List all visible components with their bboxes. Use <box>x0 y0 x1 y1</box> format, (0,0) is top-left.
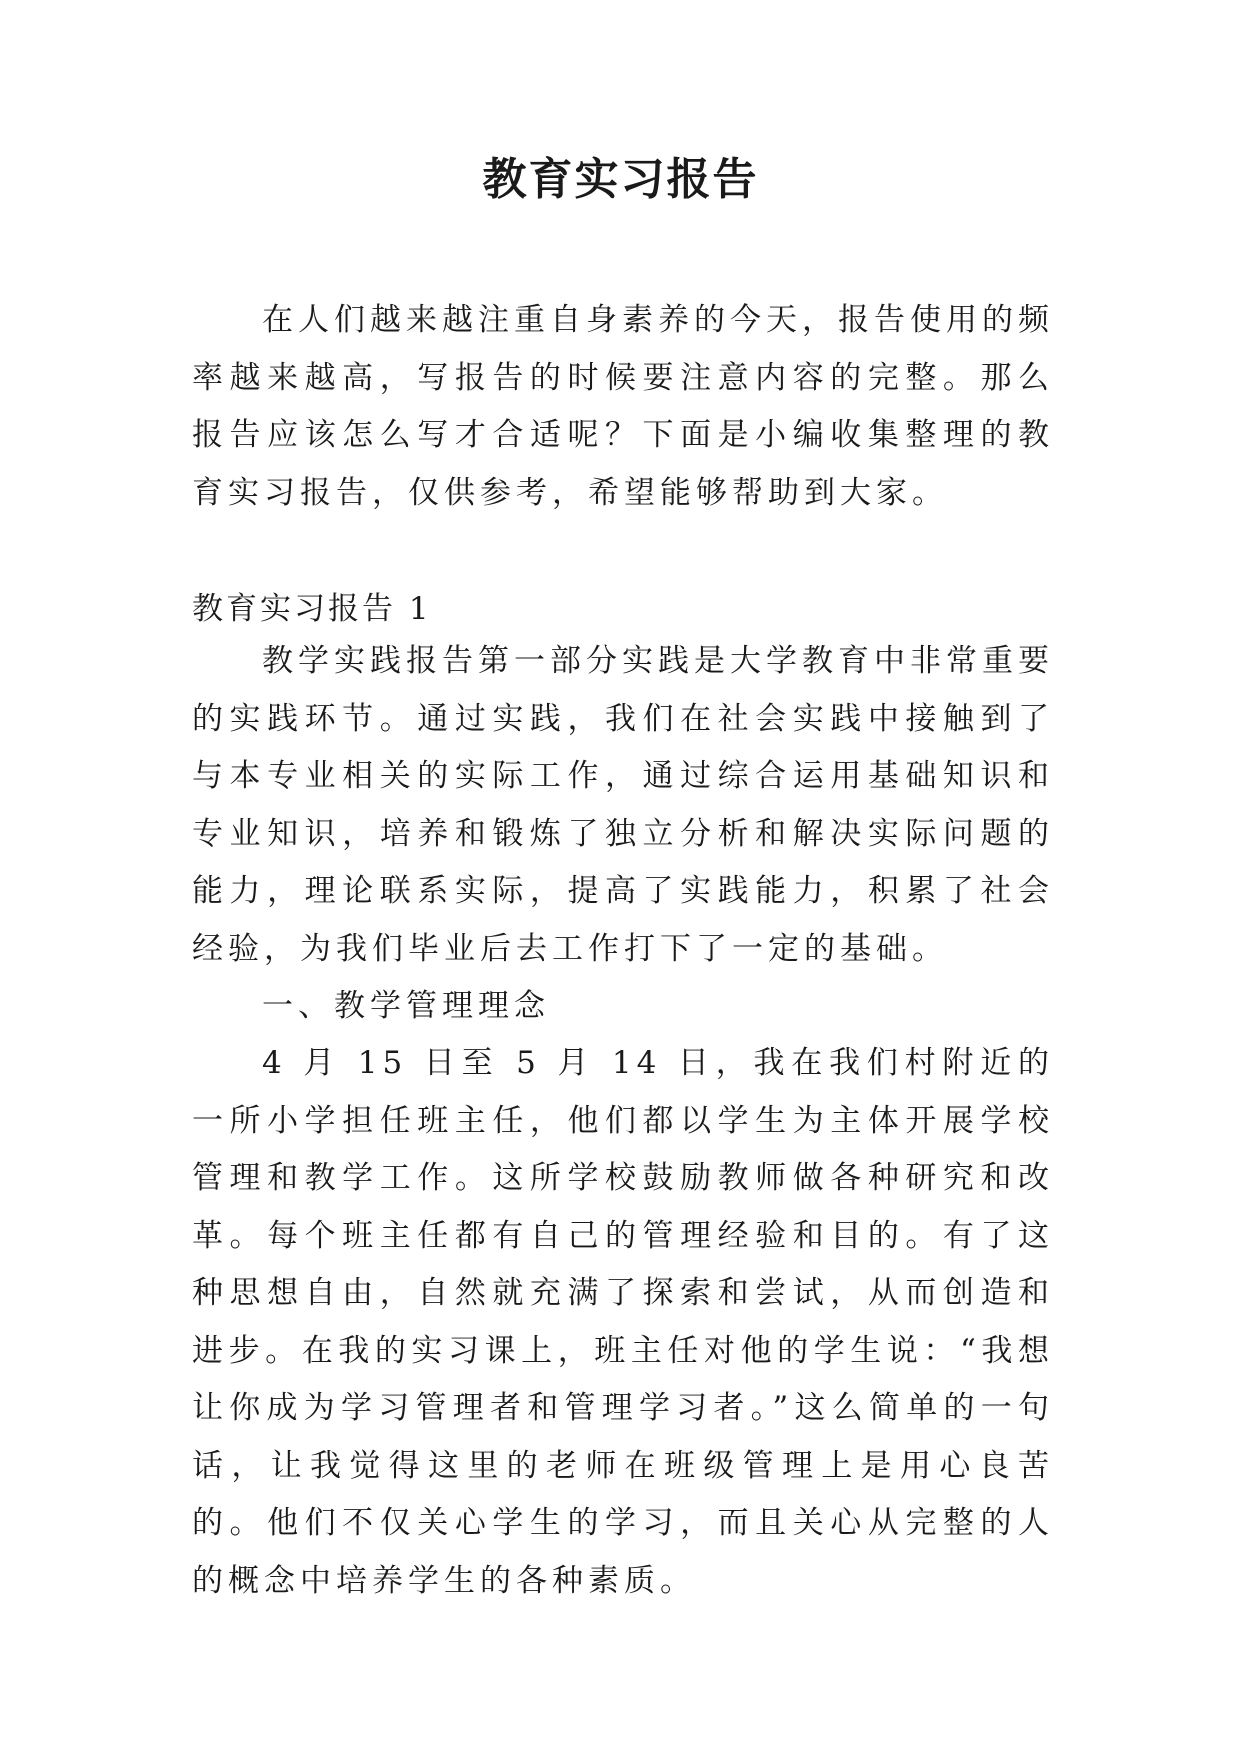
practice-paragraph: 教学实践报告第一部分实践是大学教育中非常重要的实践环节。通过实践，我们在社会实践中接触到了与本专业相关的实际工作，通过综合运用基础知识和专业知识，培养和锻炼了独立分析和解决实际问题的能力，理论联系实际，提高了实践能力，积累了社会经验，为我们毕业后去工作打下了一定的基础。 <box>192 643 1054 967</box>
intro-paragraph: 在人们越来越注重自身素养的今天，报告使用的频率越来越高，写报告的时候要注意内容的完整。那么报告应该怎么写才合适呢？下面是小编收集整理的教育实习报告，仅供参考，希望能够帮助到大家。 <box>192 302 1054 511</box>
section-heading: 教育实习报告 1 <box>192 591 432 627</box>
management-paragraph: 4 月 15 日至 5 月 14 日，我在我们村附近的一所小学担任班主任，他们都以学生为主体开展学校管理和教学工作。这所学校鼓励教师做各种研究和改革。每个班主任都有自己的管理经验和目的。有了这种思想自由，自然就充满了探索和尝试，从而创造和进步。在我的实习课上，班主任对他的学生说：“我想让你成为学习管理者和管理学习者。”这么简单的一句话，让我觉得这里的老师在班级管理上是用心良苦的。他们不仅关心学生的学习，而且关心从完整的人的概念中培养学生的各种素质。 <box>192 1045 1054 1599</box>
subheading-teaching-management: 一、教学管理理念 <box>262 988 550 1024</box>
document-title: 教育实习报告 <box>482 154 759 205</box>
